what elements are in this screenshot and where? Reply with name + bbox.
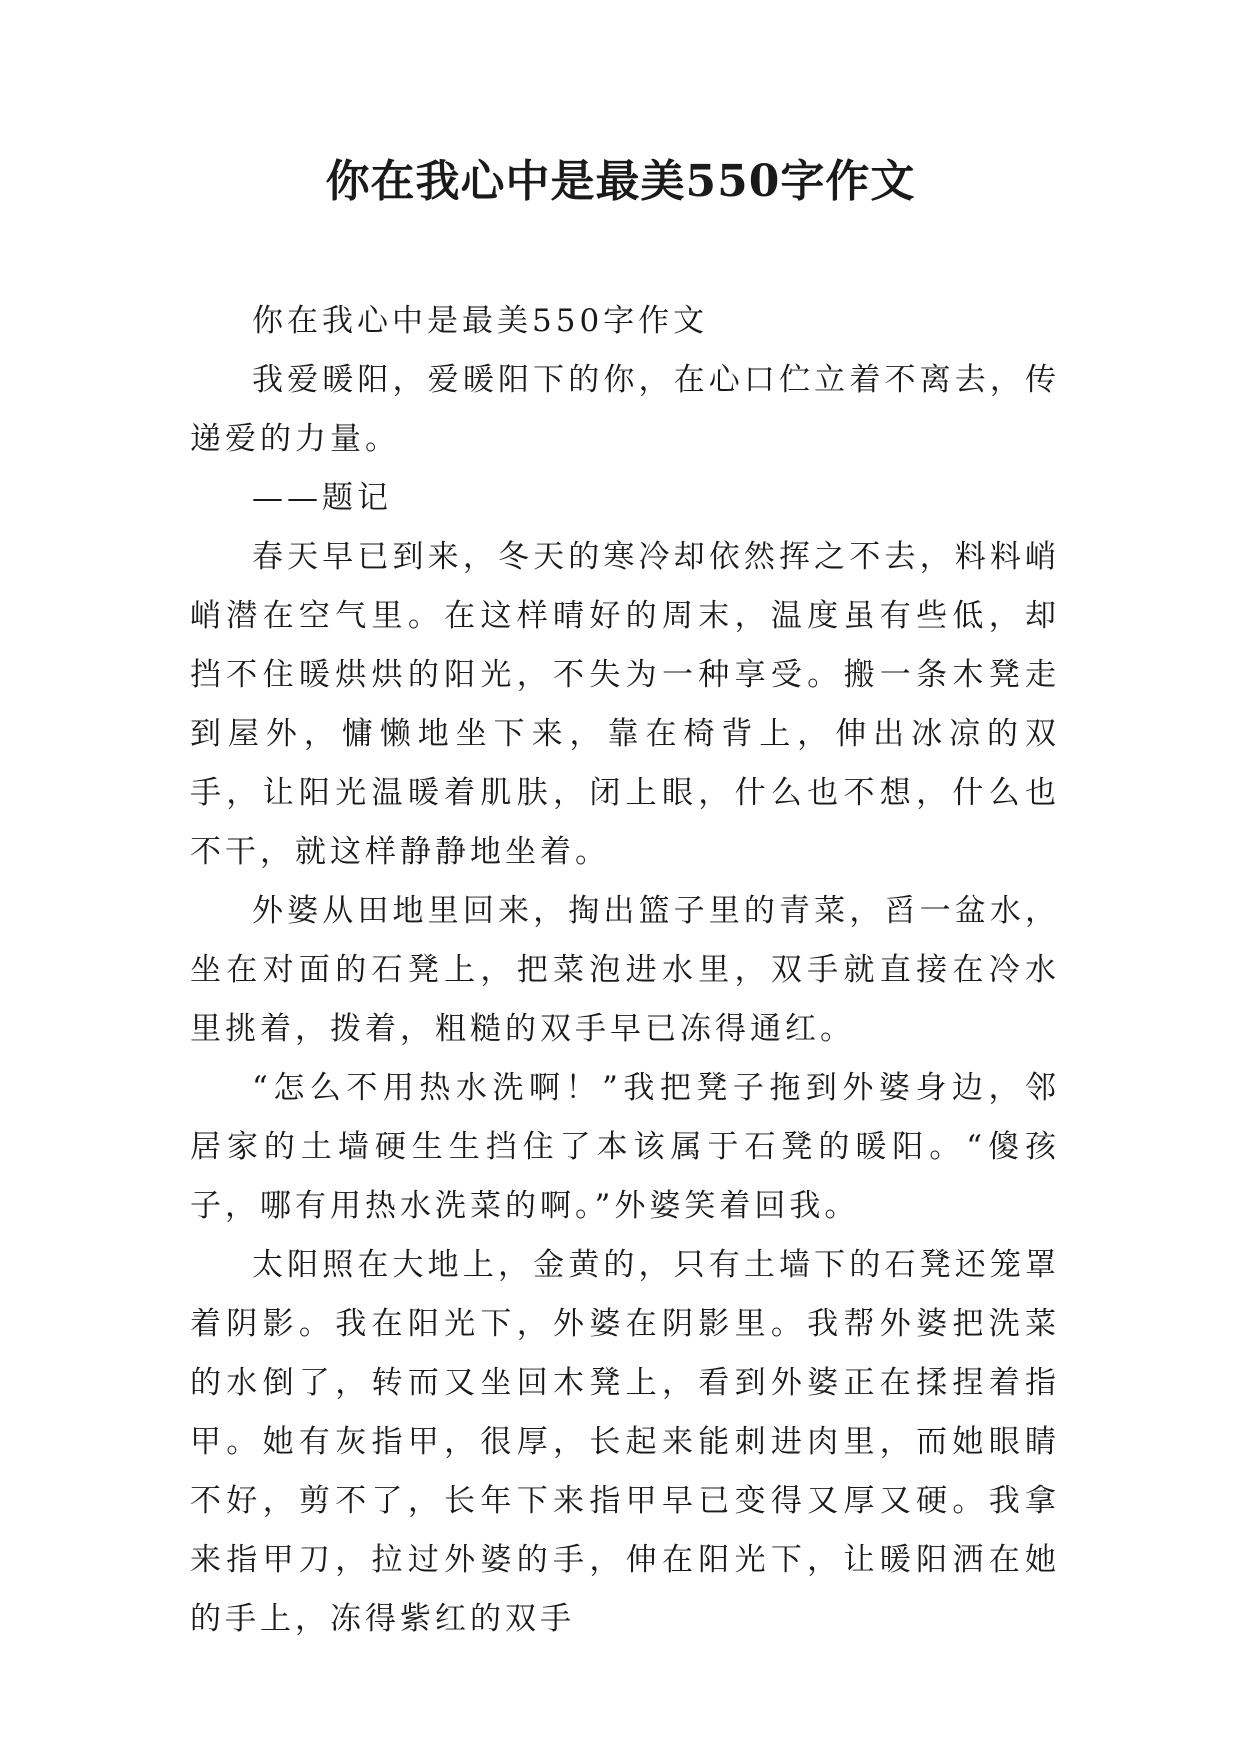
- paragraph-epigraph: 我爱暖阳，爱暖阳下的你，在心口伫立着不离去，传递爱的力量。: [190, 362, 1060, 457]
- paragraph: 春天早已到来，冬天的寒冷却依然挥之不去，料料峭峭潜在空气里。在这样晴好的周末，温度虽有些低，却挡不住暖烘烘的阳光，不失为一种享受。搬一条木凳走到屋外，慵懒地坐下来，靠在椅背上，伸出冰凉的双手，让阳光温暖着肌肤，闭上眼，什么也不想，什么也不干，就这样静静地坐着。: [190, 539, 1060, 870]
- paragraph-epigraph-attribution: ——题记: [252, 480, 392, 516]
- document-body: [190, 292, 1060, 1649]
- paragraph: “怎么不用热水洗啊！”我把凳子拖到外婆身边，邻居家的土墙硬生生挡住了本该属于石凳的暖阳。“傻孩子，哪有用热水洗菜的啊。”外婆笑着回我。: [190, 1070, 1060, 1224]
- paragraph: 太阳照在大地上，金黄的，只有土墙下的石凳还笼罩着阴影。我在阳光下，外婆在阴影里。我帮外婆把洗菜的水倒了，转而又坐回木凳上，看到外婆正在揉捏着指甲。她有灰指甲，很厚，长起来能刺进肉里，而她眼睛不好，剪不了，长年下来指甲早已变得又厚又硬。我拿来指甲刀，拉过外婆的手，伸在阳光下，让暖阳洒在她的手上，冻得紫红的双手: [190, 1247, 1060, 1637]
- paragraph: 外婆从田地里回来，掏出篮子里的青菜，舀一盆水，坐在对面的石凳上，把菜泡进水里，双手就直接在冷水里挑着，拨着，粗糙的双手早已冻得通红。: [190, 893, 1060, 1047]
- document-title: 你在我心中是最美550字作文: [325, 156, 916, 207]
- paragraph-subtitle: 你在我心中是最美550字作文: [252, 303, 709, 339]
